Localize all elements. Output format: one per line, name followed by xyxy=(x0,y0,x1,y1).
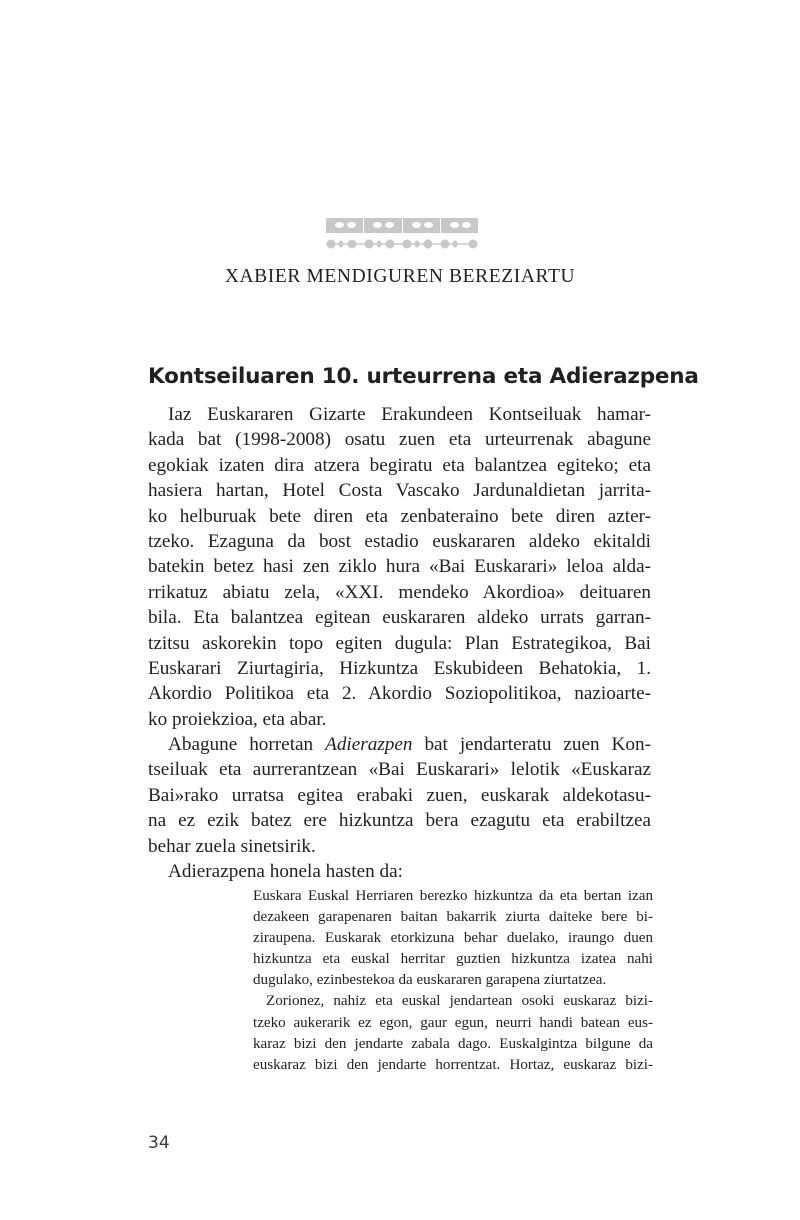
ornament-box xyxy=(403,218,440,233)
text-line: Bai»rako urratsa egitea erabaki zuen, euskarak aldekotasu- xyxy=(148,784,651,806)
ornament-box xyxy=(364,218,401,233)
italic-term: Adierazpen xyxy=(325,734,413,756)
quote-line: Zorionez, nahiz eta euskal jendartean osoki euskaraz bizi- xyxy=(266,993,653,1010)
ornament-dot-chain xyxy=(326,239,478,249)
ornament-box xyxy=(326,218,363,233)
text-line: behar zuela sinetsirik. xyxy=(148,835,316,857)
text-line: batekin betez hasi zen ziklo hura «Bai Euskarari» leloa alda- xyxy=(148,556,651,578)
quote-line: dezakeen garapenaren baitan bakarrik ziurta daiteke bere bi- xyxy=(253,909,653,926)
body-text xyxy=(148,402,651,884)
quote-line: dugulako, ezinbestekoa da euskararen garapena ziurtatzea. xyxy=(253,972,607,989)
text-line: tzeko. Ezaguna da bost estadio euskararen aldeko ekitaldi xyxy=(148,530,651,552)
ornament-boxes xyxy=(326,218,478,233)
quote-line: Euskara Euskal Herriaren berezko hizkuntza da eta bertan izan xyxy=(253,888,653,904)
text-line: na ez ezik batez ere hizkuntza bera ezagutu eta erabiltzea xyxy=(148,810,651,832)
text-line xyxy=(148,732,651,757)
text-line: Akordio Politikoa eta 2. Akordio Soziopolitikoa, nazioarte- xyxy=(148,683,651,705)
text-line: tseiluak eta aurrerantzean «Bai Euskarari» lelotik «Euskaraz xyxy=(148,759,651,781)
text-line: bila. Eta balantzea egitean euskararen aldeko urrats garran- xyxy=(148,607,651,629)
text-run: Abagune horretan xyxy=(168,734,326,756)
ornament-box xyxy=(441,218,478,233)
text-line: ko helburuak bete diren eta zenbateraino bete diren azter- xyxy=(148,505,651,527)
author-name: XABIER MENDIGUREN BEREZIARTU xyxy=(224,266,576,287)
text-line: tzitsu askorekin topo egiten dugula: Plan Estrategikoa, Bai xyxy=(148,632,651,654)
decorative-ornament-icon xyxy=(326,218,478,250)
quote-line: ziraupena. Euskarak etorkizuna behar duelako, iraungo duen xyxy=(253,930,653,947)
quote-line: tzeko aukerarik ez egon, gaur egun, neurri handi batean eus- xyxy=(253,1014,653,1031)
text-line: hasiera hartan, Hotel Costa Vascako Jardunaldietan jarrita- xyxy=(148,480,651,502)
text-line: kada bat (1998-2008) osatu zuen eta urteurrenak abagune xyxy=(148,429,651,451)
text-line: egokiak izaten dira atzera begiratu eta balantzea egiteko; eta xyxy=(148,454,651,476)
text-line: rrikatuz abiatu zela, «XXI. mendeko Akordioa» deituaren xyxy=(148,581,651,603)
text-line: ko proiekzioa, eta abar. xyxy=(148,708,327,730)
quote-line: euskaraz bizi den jendarte horrentzat. Hortaz, euskaraz bizi- xyxy=(253,1056,653,1073)
quote-line: karaz bizi den jendarte zabala dago. Euskalgintza bilgune da xyxy=(253,1035,653,1052)
text-line: Euskarari Ziurtagiria, Hizkuntza Eskubideen Behatokia, 1. xyxy=(148,657,651,679)
block-quote xyxy=(253,886,653,1076)
page-number: 34 xyxy=(148,1133,170,1153)
quote-line: hizkuntza eta euskal herritar guztien hizkuntza izatea nahi xyxy=(253,951,653,968)
section-heading: Kontseiluaren 10. urteurrena eta Adierazpena xyxy=(148,364,699,389)
text-run: bat jendarteratu zuen Kon- xyxy=(412,734,651,756)
text-line: Adierazpena honela hasten da: xyxy=(168,861,403,883)
text-line: Iaz Euskararen Gizarte Erakundeen Kontseiluak hamar- xyxy=(168,404,651,425)
